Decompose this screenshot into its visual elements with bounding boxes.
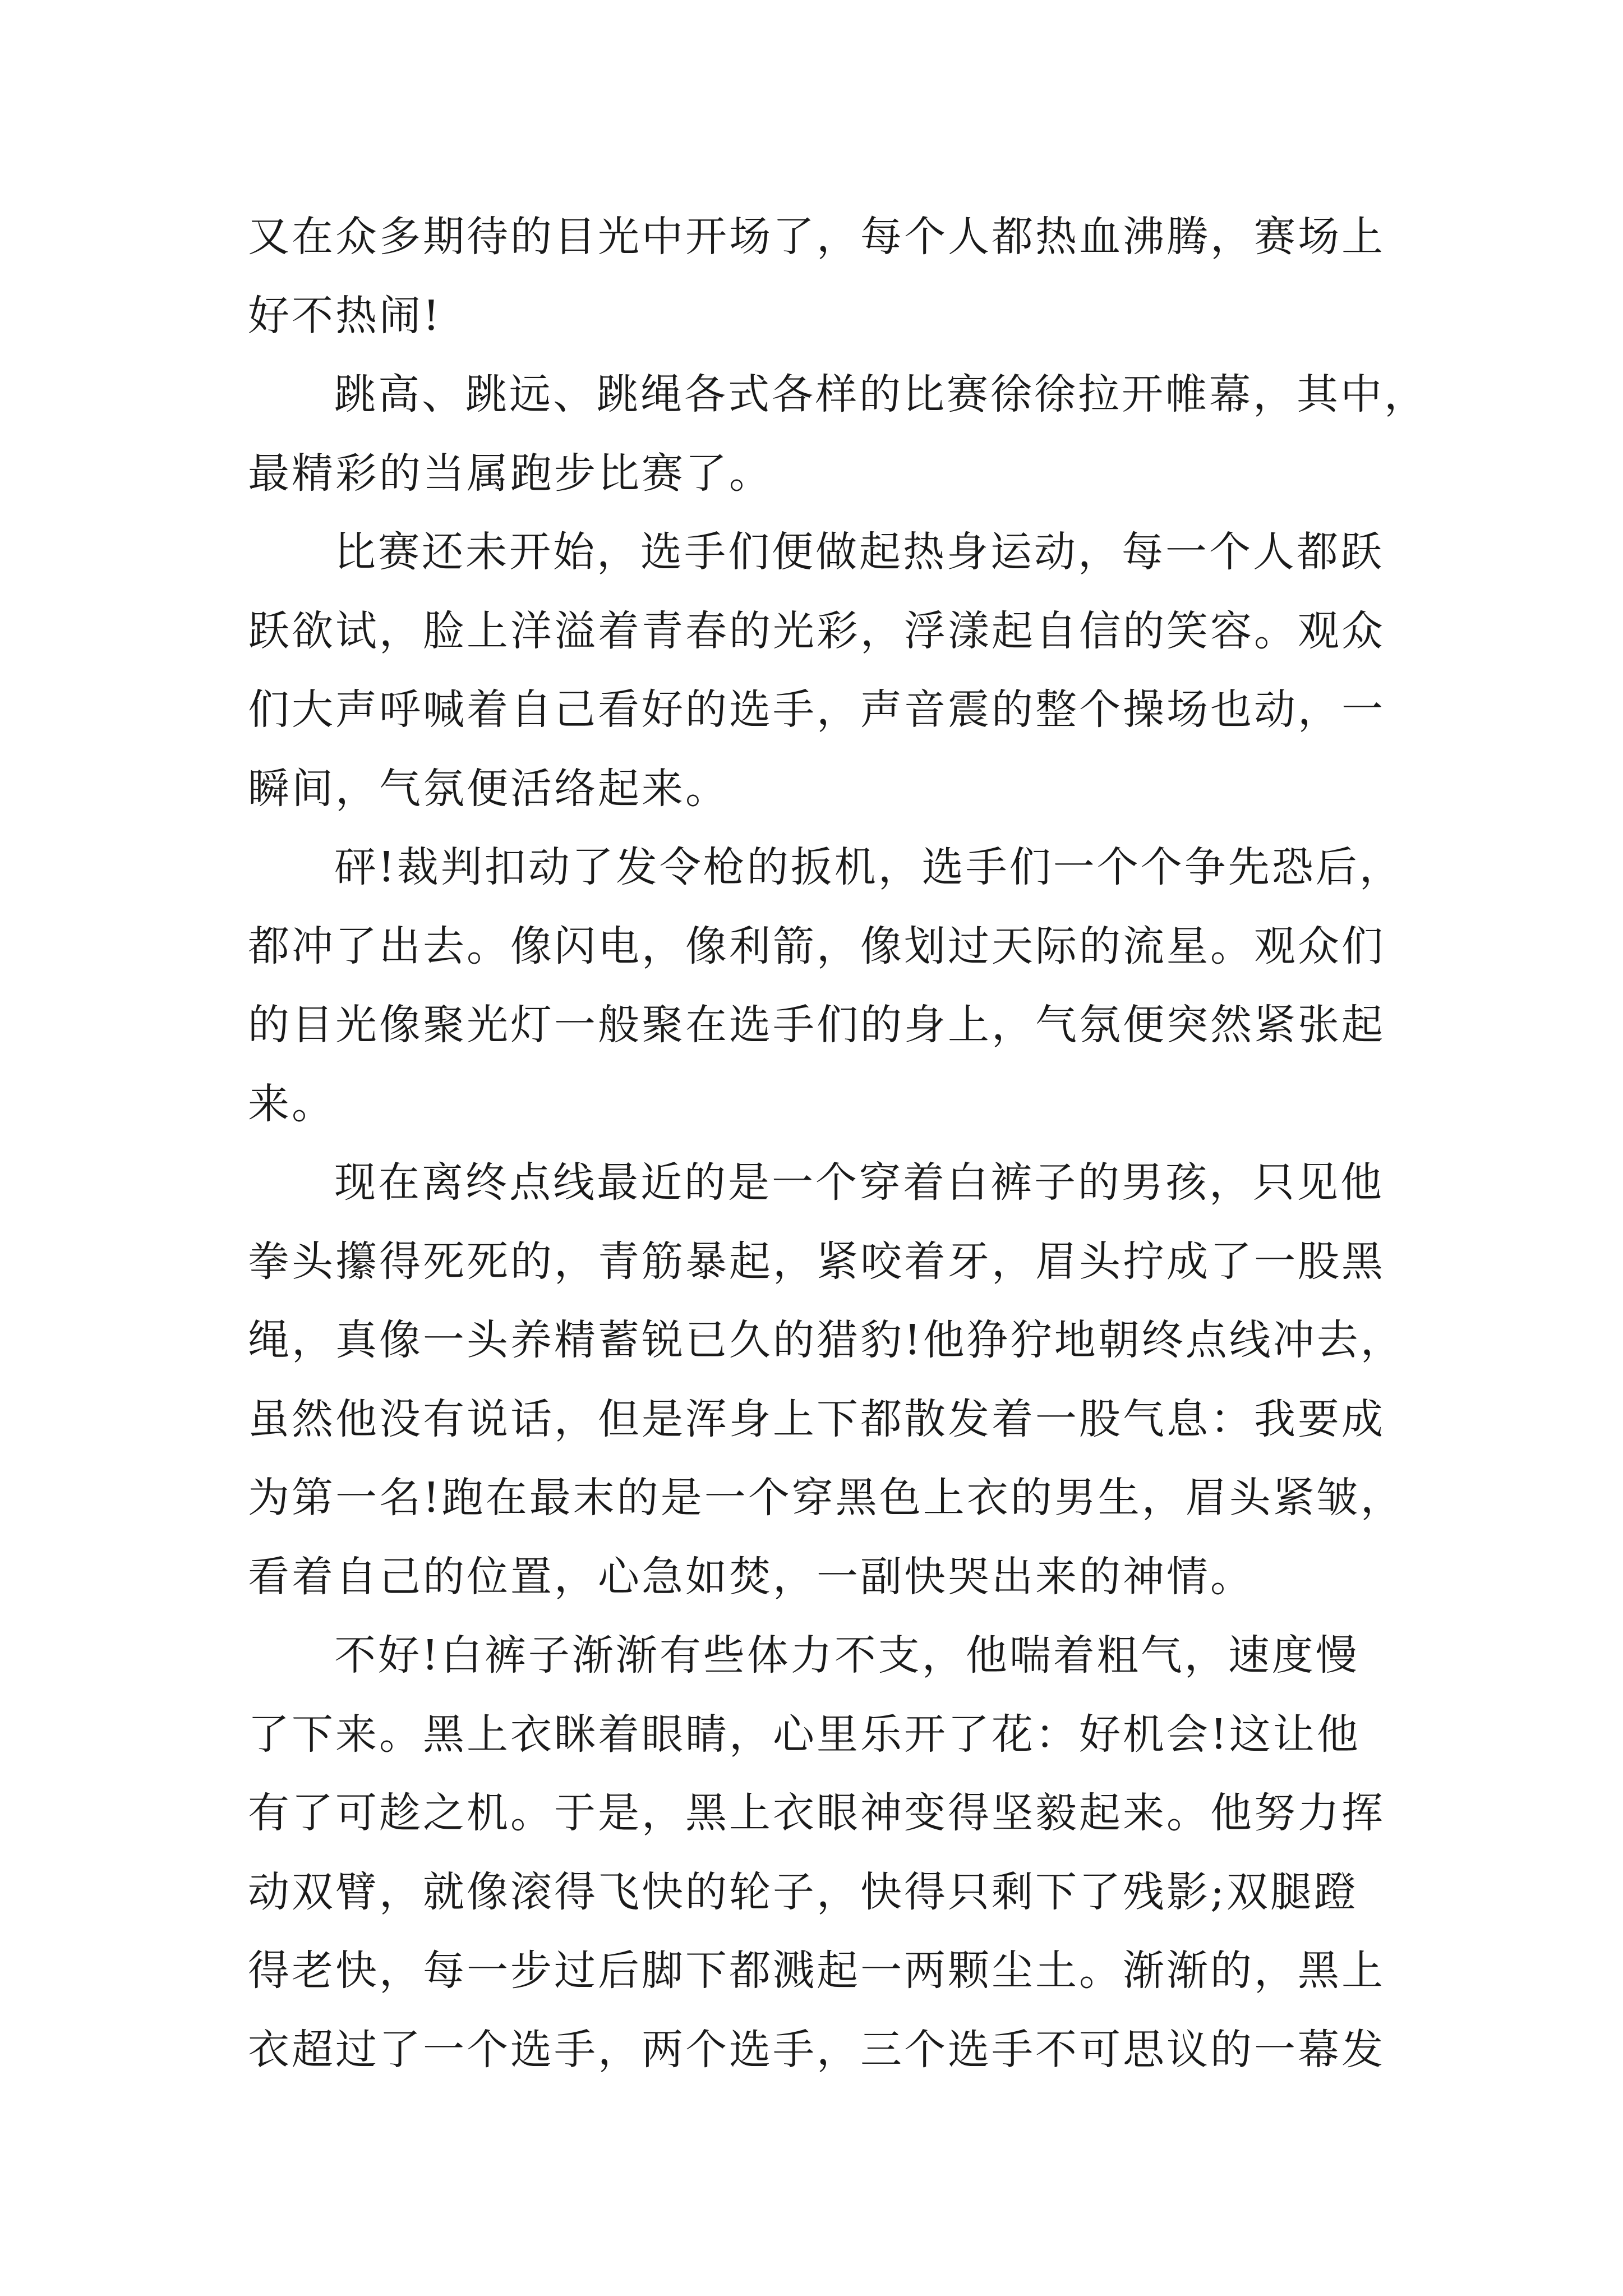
text-line: 瞬间，气氛便活络起来。 <box>248 764 729 813</box>
text-line: 都冲了出去。像闪电，像利箭，像划过天际的流星。观众们 <box>248 922 1385 970</box>
text-line: 衣超过了一个选手，两个选手，三个选手不可思议的一幕发 <box>248 2025 1385 2074</box>
paragraph-start-line: 现在离终点线最近的是一个穿着白裤子的男孩，只见他 <box>334 1158 1384 1207</box>
paragraph-start-line: 比赛还未开始，选手们便做起热身运动，每一个人都跃 <box>334 528 1384 576</box>
paragraph-start-line: 不好!白裤子渐渐有些体力不支，他喘着粗气，速度慢 <box>334 1631 1359 1680</box>
text-line: 又在众多期待的目光中开场了，每个人都热血沸腾，赛场上 <box>248 213 1385 261</box>
text-line: 来。 <box>248 1079 335 1128</box>
text-line: 为第一名!跑在最末的是一个穿黑色上衣的男生，眉头紧皱， <box>248 1474 1404 1522</box>
text-line: 好不热闹! <box>248 291 442 340</box>
paragraph-start-line: 砰!裁判扣动了发令枪的扳机，选手们一个个争先恐后， <box>334 843 1403 891</box>
text-line: 得老快，每一步过后脚下都溅起一两颗尘土。渐渐的，黑上 <box>248 1947 1385 1995</box>
text-line: 拳头攥得死死的，青筋暴起，紧咬着牙，眉头拧成了一股黑 <box>248 1237 1385 1286</box>
text-line: 看着自己的位置，心急如焚，一副快哭出来的神情。 <box>248 1552 1254 1601</box>
text-line: 最精彩的当属跑步比赛了。 <box>248 449 773 498</box>
text-line: 的目光像聚光灯一般聚在选手们的身上，气氛便突然紧张起 <box>248 1001 1385 1049</box>
text-line: 有了可趁之机。于是，黑上衣眼神变得坚毅起来。他努力挥 <box>248 1789 1385 1837</box>
text-line: 动双臂，就像滚得飞快的轮子，快得只剩下了残影;双腿蹬 <box>248 1867 1358 1916</box>
paragraph-start-line: 跳高、跳远、跳绳各式各样的比赛徐徐拉开帷幕，其中， <box>334 370 1428 418</box>
text-line: 虽然他没有说话，但是浑身上下都散发着一股气息：我要成 <box>248 1395 1385 1443</box>
text-line: 绳，真像一头养精蓄锐已久的猎豹!他狰狞地朝终点线冲去， <box>248 1316 1404 1364</box>
text-line: 跃欲试，脸上洋溢着青春的光彩，浮漾起自信的笑容。观众 <box>248 606 1385 655</box>
text-line: 了下来。黑上衣眯着眼睛，心里乐开了花：好机会!这让他 <box>248 1710 1361 1759</box>
body-text <box>248 197 1428 2089</box>
text-line: 们大声呼喊着自己看好的选手，声音震的整个操场也动，一 <box>248 685 1385 734</box>
